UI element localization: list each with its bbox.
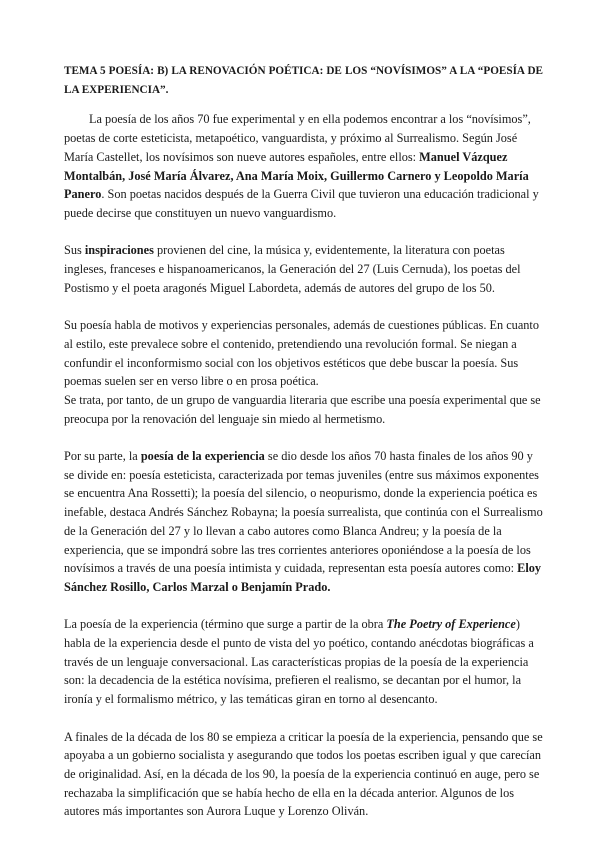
bold-inspiraciones: inspiraciones [84,243,154,258]
document-page [64,62,543,821]
bold-italic-work-title: The Poetry of Experience [386,617,516,632]
paragraph-critica-80: A finales de la década de los 80 se empieza a criticar la poesía de la experiencia, pensando que se apoyaba a un gobierno socialista y asegurando que todos los poetas escriben igual y que carecían de originalidad. Así, en la década de los 90, la poesía de la experiencia continuó en auge, pero se rechazaba la simplificación que se había hecho de ella en la década anterior. Algunos de los autores más importantes son Aurora Luque y Lorenzo Oliván. [64,729,543,819]
text-run: Por su parte, la [64,449,141,464]
text-run: . Son poetas nacidos después de la Guerra Civil que tuvieron una educación tradicional y puede decirse que constituyen un nuevo vanguardismo. [64,187,539,220]
paragraph-novisimos-intro [64,110,543,222]
document-title: TEMA 5 POESÍA: B) LA RENOVACIÓN POÉTICA: DE LOS “NOVÍSIMOS” A LA “POESÍA DE LA EXPERIENCIA”. [64,65,543,96]
text-run: se dio desde los años 70 hasta finales de los años 90 y se divide en: poesía esteticista, caracterizada por temas juveniles (entre sus máximos exponentes se encuentra Ana Rossetti); la poesía del silencio, o neopurismo, donde la experiencia poética es inefable, destaca Andrés Sánchez Robayna; la poesía surrealista, que continúa con el Surrealismo de la Generación del 27 y lo llevan a cabo autores como Blanca Andreu; y la poesía de la experiencia, que se impondrá sobre las tres corrientes anteriores oponiéndose a la poesía de los novísimos a través de una poesía intimista y cuidada, representan esta poesía autores como: [64,449,543,576]
paragraph-vanguardia: Se trata, por tanto, de un grupo de vanguardia literaria que escribe una poesía experimental que se preocupa por la renovación del lenguaje sin miedo al hermetismo. [64,392,541,426]
paragraph-estilo [64,316,543,391]
text-run: La poesía de los años 70 fue experimental y en ella podemos encontrar a los “novísimos”, poetas de corte esteticista, metapoético, vanguardista, y próximo al Surrealismo. Según José María Castellet, los novísimos son nueve autores españoles, entre ellos: [64,112,531,164]
text-run: provienen del cine, la música y, evidentemente, la literatura con poetas ingleses, franceses e hispanoamericanos, la Generación del 27 (Luis Cernuda), los poetas del Postismo y el poeta aragonés Miguel Labordeta, además de autores del grupo de los 50. [64,243,521,295]
bold-author-list: Manuel Vázquez Montalbán, José María Álvarez, Ana María Moix, Guillermo Carnero y Leopoldo María Panero [64,149,529,202]
paragraph-poesia-experiencia [64,447,543,597]
bold-poesia-experiencia: poesía de la experiencia [140,449,265,464]
text-run: La poesía de la experiencia (término que surge a partir de la obra [64,617,387,632]
text-run: Su poesía habla de motivos y experiencias personales, además de cuestiones públicas. En cuanto al estilo, este prevalece sobre el contenido, pretendiendo una revolución formal. Se niegan a confundir el inconformismo social con los objetivos estéticos que debe buscar la poesía. Sus poemas suelen ser en verso libre o en prosa poética. [64,318,539,389]
paragraph-inspiraciones [64,241,543,297]
paragraph-poetry-of-experience [64,615,543,709]
text-run: Sus [64,243,85,258]
text-run: ) habla de la experiencia desde el punto de vista del yo poético, contando anécdotas biográficas a través de un lenguaje conversacional. Las características propias de la poesía de la experiencia son: la decadencia de la estética novísima, prefieren el realismo, se decantan por el humor, la ironía y el formalismo métrico, y las temáticas giran en torno al desencanto. [64,617,534,707]
bold-experience-authors: Eloy Sánchez Rosillo, Carlos Marzal o Benjamín Prado. [64,561,542,594]
